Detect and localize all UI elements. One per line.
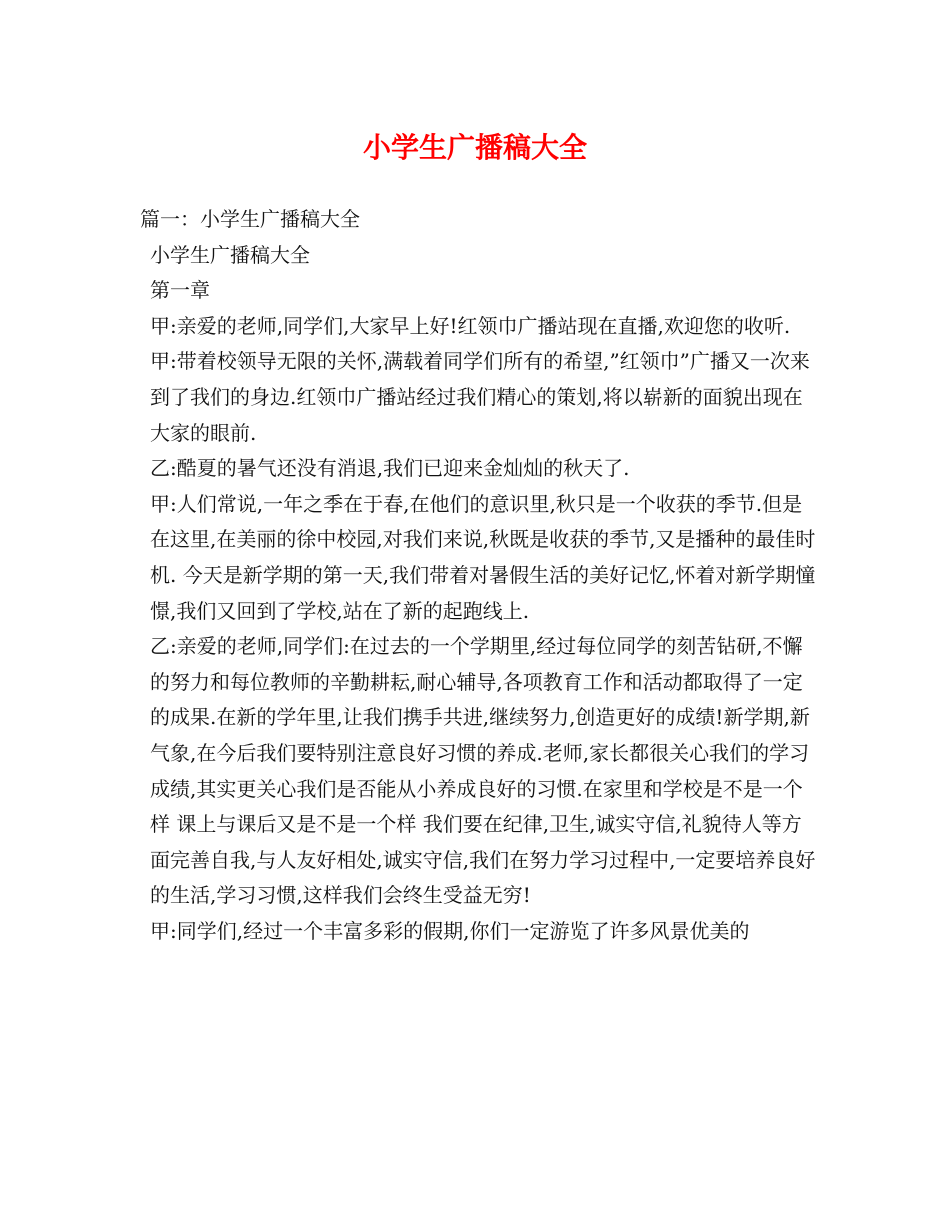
paragraph: 甲:亲爱的老师,同学们,大家早上好!红领巾广播站现在直播,欢迎您的收听. bbox=[150, 313, 791, 338]
paragraph: 在这里,在美丽的徐中校园,对我们来说,秋既是收获的季节,又是播种的最佳时机. 今天是新学期的第一天,我们带着对暑假生活的美好记忆,怀着对新学期憧憬,我们又回到了学校,站在了新的起跑线上. bbox=[150, 527, 816, 623]
document-body bbox=[140, 202, 820, 949]
document-title: 小学生广播稿大全 bbox=[362, 131, 587, 164]
paragraph: 乙:亲爱的老师,同学们:在过去的一个学期里,经过每位同学的刻苦钻研,不懈 bbox=[150, 634, 803, 659]
paragraph: 甲:同学们,经过一个丰富多彩的假期,你们一定游览了许多风景优美的 bbox=[150, 918, 750, 943]
paragraph: 乙:酷夏的暑气还没有消退,我们已迎来金灿灿的秋天了. bbox=[150, 456, 630, 481]
paragraph-section-heading: 篇一：小学生广播稿大全 bbox=[140, 207, 360, 231]
paragraph: 甲:人们常说,一年之季在于春,在他们的意识里,秋只是一个收获的季节.但是 bbox=[150, 491, 803, 516]
paragraph-chapter: 第一章 bbox=[150, 278, 210, 303]
paragraph: 的努力和每位教师的辛勤耕耘,耐心辅导,各项教育工作和活动都取得了一定的成果.在新的学年里,让我们携手共进,继续努力,创造更好的成绩!新学期,新气象,在今后我们要特别注意良好习惯的养成.老师,家长都很关心我们的学习成绩,其实更关心我们是否能从小养成良好的习惯.在家里和学校是不是一个样 课上与课后又是不是一个样 我们要在纪律,卫生,诚实守信,礼貌待人等方面完善自我,与人友好相处,诚实守信,我们在努力学习过程中,一定要培养良好的生活,学习习惯,这样我们会终生受益无穷! bbox=[150, 669, 816, 908]
paragraph: 甲:带着校领导无限的关怀,满载着同学们所有的希望,”红领巾”广播又一次来到了我们的身边.红领巾广播站经过我们精心的策划,将以崭新的面貌出现在大家的眼前. bbox=[150, 349, 810, 445]
paragraph-subtitle: 小学生广播稿大全 bbox=[150, 242, 310, 267]
